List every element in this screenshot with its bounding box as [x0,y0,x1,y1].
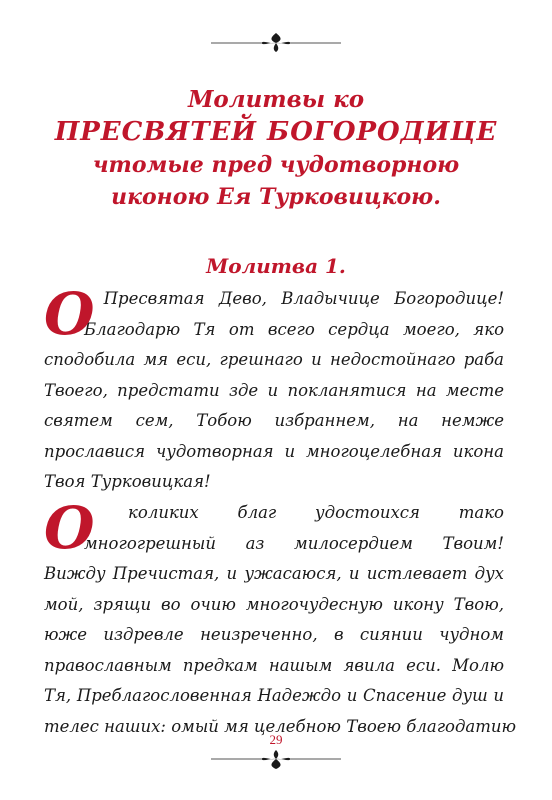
text-line: прославися чудотворная и многоцелебная икона [44,441,504,461]
prayer-1-paragraph [44,280,504,498]
text-line: Твоего, предстати зде и покланятися на месте [44,380,504,400]
text-line: Твоя Турковицкая! [44,472,211,491]
prayer-heading: Молитва 1. [206,254,346,278]
title-line-1: Молитвы ко [187,86,365,113]
prayer-2-paragraph [44,494,517,742]
page-number: 29 [269,732,283,747]
title-line-3: чтомые пред чудотворною [92,152,460,178]
text-line: , Пресвятая Дево, Владычице Богородице! [84,289,504,308]
drop-cap: О [44,494,95,562]
text-line: Благодарю Тя от всего сердца моего, яко [84,319,504,339]
title-line-2: ПРЕСВЯТЕЙ БОГОРОДИЦЕ [54,117,498,147]
text-line: , коликих благ удостоихся тако [84,503,504,522]
text-line: святем сем, Тобою избраннем, на немже [44,411,504,430]
bottom-ornament [0,748,552,772]
text-line: православным предкам нашым явила еси. Молю [44,655,504,675]
text-line: Тя, Преблагословенная Надеждо и Спасение душ и [44,686,504,705]
text-line: сподобила мя еси, грешнаго и недостойнаго раба [44,350,504,369]
floral-ornament-icon [211,748,341,772]
title-line-4: иконою Ея Турковицкою. [111,184,441,210]
floral-ornament-icon [211,30,341,54]
text-line: многогрешный аз милосердием Твоим! [84,533,504,553]
top-ornament [0,30,552,54]
drop-cap: О [44,280,95,348]
text-line: мой, зрящи во очию многочудесную икону Твою, [44,594,504,614]
text-line: телес наших: омый мя целебною Твоею благодатию [44,716,517,736]
text-line: Вижду Пречистая, и ужасаюся, и истлевает дух [44,564,504,583]
text-line: юже издревле неизреченно, в сиянии чудном [44,625,504,644]
